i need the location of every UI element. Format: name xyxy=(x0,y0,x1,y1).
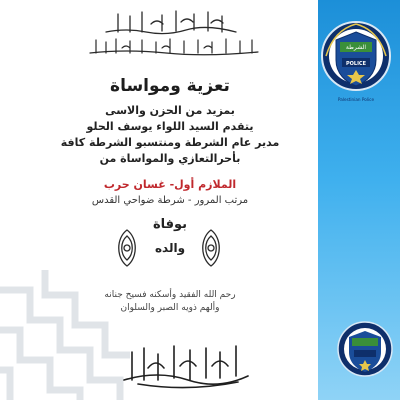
police-logo-icon xyxy=(320,18,392,104)
intro-line-3: مدير عام الشرطة ومنتسبو الشرطة كافة xyxy=(60,136,280,149)
intro-line-2: يتقدم السيد اللواء يوسف الحلو xyxy=(86,120,254,133)
verse-text: وبشر الصابرين الذين إذا أصابتهم مصيبة قالوا إنا لله وإنا إليه راجعون xyxy=(86,36,114,37)
footer-calligraphy-text: إنا لله وإنا إليه راجعون xyxy=(118,340,128,341)
logo-arabic-text: الشرطة xyxy=(345,44,367,51)
footer-calligraphy xyxy=(118,340,252,390)
right-ornament-icon xyxy=(194,228,228,268)
page-title: تعزية ومواساة xyxy=(110,76,230,96)
logo-english-text: POLICE xyxy=(345,61,367,67)
prayer-line-2: وألهم ذويه الصبر والسلوان xyxy=(120,303,220,313)
relation-label: والده xyxy=(154,241,186,255)
prayer-line-1: رحم الله الفقيد وأسكنه فسيح جنانه xyxy=(104,290,236,300)
officer-name: الملازم أول- غسان حرب xyxy=(103,178,237,191)
intro-line-1: بمزيد من الحزن والاسى xyxy=(105,104,235,117)
officer-position: مرتب المرور - شرطة ضواحي القدس xyxy=(91,195,249,206)
basmala-calligraphy xyxy=(96,6,246,40)
verse-calligraphy xyxy=(86,36,262,58)
logo-ring-text: Palestinian Police xyxy=(337,97,375,102)
intro-line-4: بأحرالتعازي والمواساة من xyxy=(99,152,241,165)
bewafat-label: بوفاة xyxy=(152,217,188,232)
basmala-text: بسم الله الرحمن الرحيم xyxy=(96,6,107,7)
police-logo-small-icon xyxy=(336,320,394,386)
